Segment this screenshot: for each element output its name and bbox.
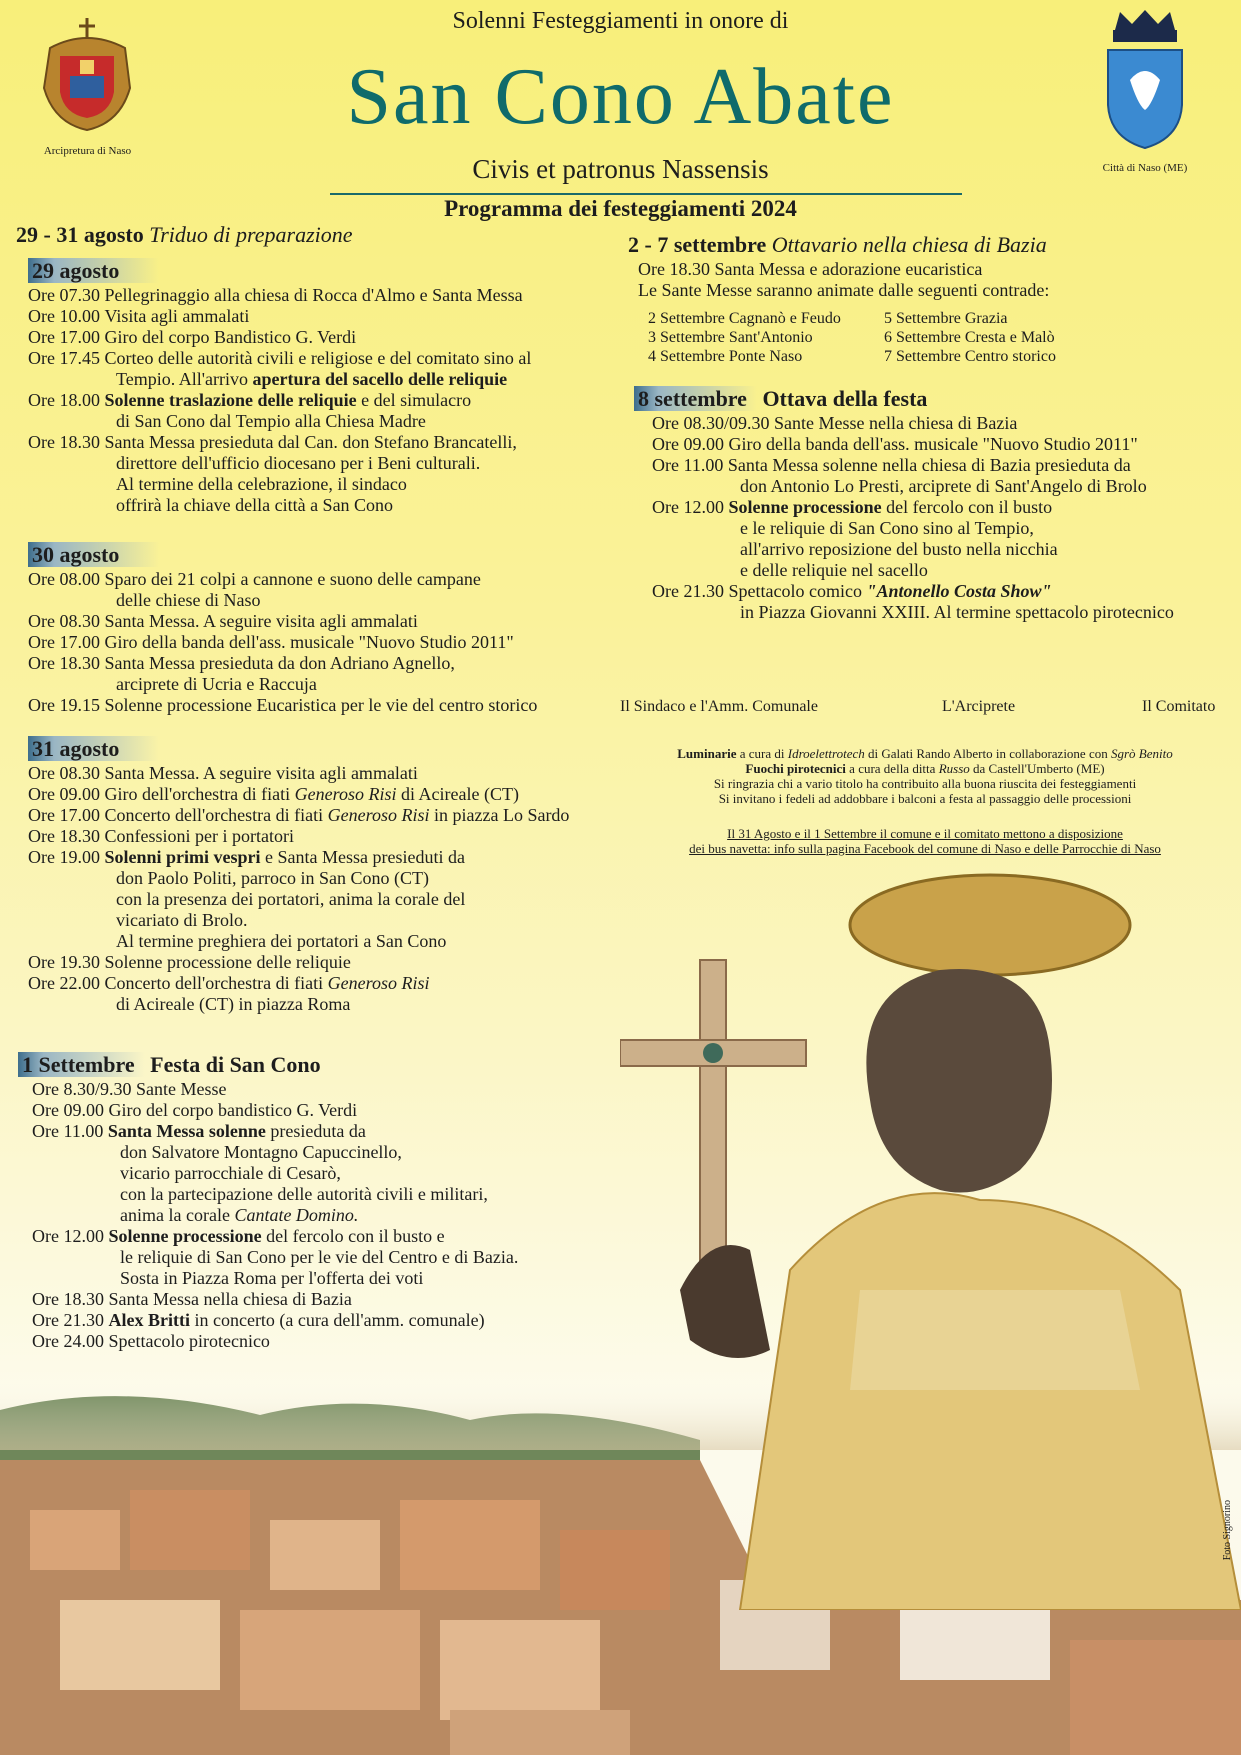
photo-credit: Foto Signorino (1222, 1500, 1233, 1561)
list-item: 6 Settembre Cresta e Malò (884, 329, 1055, 346)
crown-shield-icon (1080, 10, 1210, 155)
right-crest-caption: Città di Naso (ME) (1102, 162, 1188, 174)
title-divider (330, 193, 962, 195)
ottavario-dates: 2 - 7 settembre (628, 232, 767, 257)
credits-notes: Luminarie a cura di Idroelettrotech di Galati Rando Alberto in collaborazione con Sgrò Benito Fuochi pirotecnici a cura della ditta Russo da Castell'Umberto (ME) Si ringrazia chi a vario titolo ha contribuito alla buona riuscita dei festeggiamenti Si invitano i fedeli ad addobbare i balconi a festa al passaggio delle processioni Il 31 Agosto e il 1 Settembre il comune e il comitato mettono a disposizione dei bus navetta: info sulla pagina Facebook del comune di Naso e delle Parrocchie di Naso (677, 746, 1173, 856)
signature-archpriest: L'Arciprete (942, 698, 1016, 715)
festa-title: Festa di San Cono (150, 1052, 321, 1077)
town-crest (1080, 10, 1210, 174)
day-heading: 8 settembre (634, 386, 757, 411)
program-title: Programma dei festeggiamenti 2024 (444, 196, 797, 221)
archpriest-crest (30, 18, 145, 157)
day-31-agosto: 31 agosto Ore 08.30 Santa Messa. A seguire visita agli ammalati Ore 09.00 Giro dell'orchestra di fiati Generoso Risi di Acireale (CT) Ore 17.00 Concerto dell'orchestra di fiati Generoso Risi in piazza Lo Sardo Ore 18.30 Confessioni per i portatori Ore 19.00 Solenni primi vespri e Santa Messa presieduti da don Paolo Politi, parroco in San Cono (CT) con la presenza dei portatori, anima la corale del vicariato di Brolo. Al termine preghiera dei portatori a San Cono Ore 19.30 Solenne processione delle reliquie Ore 22.00 Concerto dell'orchestra di fiati Generoso Risi di Acireale (CT) in piazza Roma (28, 736, 570, 1014)
day-1-settembre: 1 Settembre Festa di San Cono Ore 8.30/9.30 Sante Messe Ore 09.00 Giro del corpo bandistico G. Verdi Ore 11.00 Santa Messa solenne presieduta da don Salvatore Montagno Capuccinello, vicario parrocchiale di Cesarò, con la partecipazione delle autorità civili e militari, anima la corale Cantate Domino. Ore 12.00 Solenne processione del fercolo con il busto e le reliquie di San Cono per le vie del Centro e di Bazia. Sosta in Piazza Roma per l'offerta dei voti Ore 18.30 Santa Messa nella chiesa di Bazia Ore 21.30 Alex Britti in concerto (a cura dell'amm. comunale) Ore 24.00 Spettacolo pirotecnico (18, 1052, 638, 1352)
page-title: San Cono Abate (346, 53, 895, 141)
day-heading: 31 agosto (28, 736, 159, 761)
left-crest-caption: Arcipretura di Naso (43, 145, 132, 157)
triduo-heading (16, 222, 353, 248)
list-item: 5 Settembre Grazia (884, 310, 1008, 327)
day-heading: 29 agosto (28, 258, 159, 283)
list-item: 3 Settembre Sant'Antonio (648, 329, 813, 346)
halo-icon (850, 875, 1130, 975)
triduo-dates: 29 - 31 agosto (16, 222, 144, 247)
ottava-title: Ottava della festa (762, 386, 928, 411)
list-item: 2 Settembre Cagnanò e Feudo (648, 310, 841, 327)
triduo-label: Triduo di preparazione (149, 222, 353, 247)
day-heading: 30 agosto (28, 542, 159, 567)
contrade-list (648, 309, 1228, 366)
day-8-settembre: 8 settembre Ottava della festa Ore 08.30/09.30 Sante Messe nella chiesa di Bazia Ore 09.00 Giro della banda dell'ass. musicale "Nuovo Studio 2011" Ore 11.00 Santa Messa solenne nella chiesa di Bazia presieduta da don Antonio Lo Presti, arciprete di Sant'Angelo di Brolo Ore 12.00 Solenne processione del fercolo con il busto e le reliquie di San Cono sino al Tempio, all'arrivo reposizione del busto nella nicchia e delle reliquie nel sacello Ore 21.30 Spettacolo comico "Antonello Costa Show" in Piazza Giovanni XXIII. Al termine spettacolo pirotecnico (634, 386, 1234, 623)
cross-icon (620, 960, 806, 1290)
ottavario-section: 2 - 7 settembre Ottavario nella chiesa di Bazia Ore 18.30 Santa Messa e adorazione eucaristica Le Sante Messe saranno animate dalle seguenti contrade: 2 Settembre Cagnanò e Feudo 5 Settembre Grazia 3 Settembre Sant'Antonio 6 Settembre Cresta e Malò 4 Settembre Ponte Naso 7 Settembre Centro storico (628, 234, 1228, 366)
list-item: 7 Settembre Centro storico (884, 348, 1056, 365)
day-29-agosto: 29 agosto Ore 07.30 Pellegrinaggio alla chiesa di Rocca d'Almo e Santa Messa Ore 10.00 Visita agli ammalati Ore 17.00 Giro del corpo Bandistico G. Verdi Ore 17.45 Corteo delle autorità civili e religiose e del comitato sino al Tempio. All'arrivo apertura del sacello delle reliquie Ore 18.00 Solenne traslazione delle reliquie e del simulacro di San Cono dal Tempio alla Chiesa Madre Ore 18.30 Santa Messa presieduta dal Can. don Stefano Brancatelli, direttore dell'ufficio diocesano per i Beni culturali. Al termine della celebrazione, il sindaco offrirà la chiave della città a San Cono (28, 258, 532, 515)
signature-committee: Il Comitato (1142, 698, 1216, 715)
header-top-line: Solenni Festeggiamenti in onore di (452, 8, 789, 34)
ottavario-label: Ottavario nella chiesa di Bazia (771, 232, 1047, 257)
saint-statue (620, 870, 1241, 1610)
list-item: 4 Settembre Ponte Naso (648, 348, 803, 365)
day-30-agosto: 30 agosto Ore 08.00 Sparo dei 21 colpi a cannone e suono delle campane delle chiese di Naso Ore 08.30 Santa Messa. A seguire visita agli ammalati Ore 17.00 Giro della banda dell'ass. musicale "Nuovo Studio 2011" Ore 18.30 Santa Messa presieduta da don Adriano Agnello, arciprete di Ucria e Raccuja Ore 19.15 Solenne processione Eucaristica per le vie del centro storico (28, 542, 538, 715)
signature-mayor: Il Sindaco e l'Amm. Comunale (620, 698, 818, 715)
crest-shield-icon (30, 18, 145, 138)
page-subtitle: Civis et patronus Nassensis (472, 154, 769, 184)
day-heading: 1 Settembre (18, 1052, 145, 1077)
